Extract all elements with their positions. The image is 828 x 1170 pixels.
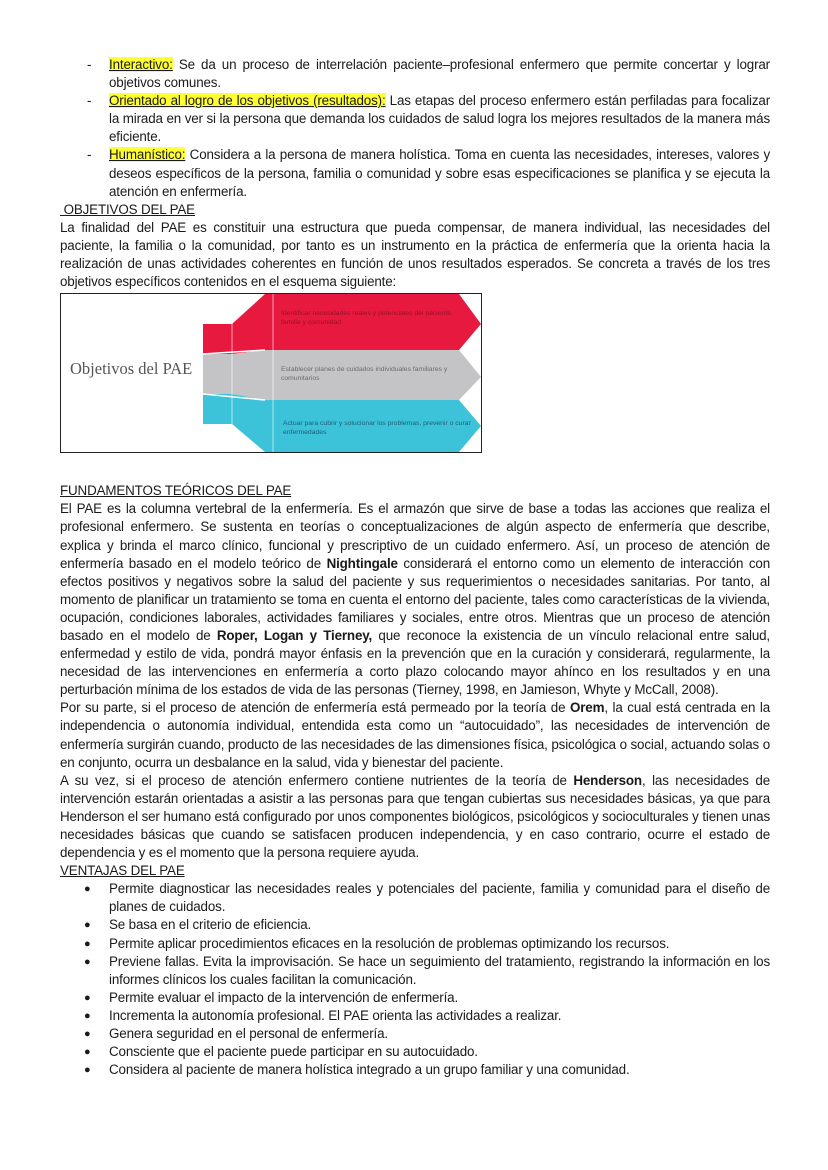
list-item-text: Considera al paciente de manera holística integrado a un grupo familiar y una comunidad. (109, 1062, 630, 1078)
text-run: que reconoce la existencia de un vínculo relacional entre salud, enfermedad y estilo de vida, pondrá mayor énfasis en la prevención que en la curación y considerará, regularmente, la necesidad de las intervenciones en enfermería a corto plazo colocando mayor ahínco en los resultados y en una perturbación mínima de los estados de vida de las personas (Tierney, 1998, en Jamieson, Whyte y McCall, 2008). (60, 627, 770, 698)
term-highlight: Humanístico: (109, 147, 186, 163)
list-item (60, 916, 770, 934)
bullet-icon: ● (84, 1046, 91, 1059)
list-item-text: Permite aplicar procedimientos eficaces en la resolución de problemas optimizando los recursos. (109, 935, 670, 951)
list-item (60, 1007, 770, 1025)
text-run: El PAE es la columna vertebral de la enfermería. Es el armazón que sirve de base a todas las acciones que realiza el profesional enfermero. Se sustenta en teorías o conceptualizaciones de algún aspecto de enfermería que describe, explica y brinda el marco clínico, funcional y prescriptivo de un cuidado enfermero. Así, un proceso de atención de enfermería basado en el modelo teórico de (60, 501, 770, 571)
bold-term-henderson: Henderson (573, 772, 642, 788)
list-item-text: Consciente que el paciente puede participar en su autocuidado. (109, 1044, 478, 1060)
dash-bullet-icon: - (87, 147, 92, 163)
spacer (60, 453, 770, 482)
bullet-icon: ● (84, 1028, 91, 1041)
characteristics-list (60, 56, 770, 201)
list-item-text: Se basa en el criterio de eficiencia. (109, 917, 312, 933)
term-description: Se da un proceso de interrelación paciente–profesional enfermero que permite concertar y lograr objetivos comunes. (109, 57, 770, 91)
section-heading-ventajas: VENTAJAS DEL PAE (60, 863, 185, 879)
bullet-icon: ● (84, 955, 91, 968)
objetivos-diagram (60, 293, 482, 453)
list-item (60, 1043, 770, 1061)
document-page (60, 56, 770, 1079)
text-run: Por su parte, si el proceso de atención de enfermería está permeado por la teoría de (60, 700, 570, 716)
bullet-icon: ● (84, 919, 91, 932)
list-item-text: Previene fallas. Evita la improvisación. Se hace un seguimiento del tratamiento, registrando la información en los informes clínicos los cuales facilitan la comunicación. (109, 953, 770, 987)
fundamentos-paragraph-3 (60, 772, 770, 862)
bullet-icon: ● (84, 1064, 91, 1077)
ventajas-list (60, 880, 770, 1079)
text-run: A su vez, si el proceso de atención enfermero contiene nutrientes de la teoría de (60, 772, 574, 788)
fundamentos-paragraph-2 (60, 699, 770, 771)
section-heading-fundamentos: FUNDAMENTOS TEÓRICOS DEL PAE (60, 483, 292, 499)
list-item (60, 56, 770, 92)
objetivos-paragraph: La finalidad del PAE es constituir una estructura que pueda compensar, de manera individual, las necesidades del paciente, la familia o la comunidad, por tanto es un instrumento en la práctica de enfermería que la orienta hacia la realización de unas actividades coherentes en función de unos resultados esperados. Se concreta a través de los tres objetivos específicos contenidos en el esquema siguiente: (60, 219, 770, 290)
list-item (60, 935, 770, 953)
list-item (60, 146, 770, 200)
dash-bullet-icon: - (87, 93, 92, 109)
list-item (60, 989, 770, 1007)
section-heading-objetivos: OBJETIVOS DEL PAE (60, 201, 195, 217)
bold-term-roper: Roper, Logan y Tierney, (216, 627, 373, 643)
list-item (60, 1025, 770, 1043)
arrow-text-establecer: Establecer planes de cuidados individuales familiares y comunitarios (281, 366, 448, 382)
list-item (60, 1061, 770, 1079)
text-run: , la cual está centrada en la independencia o autonomía individual, entendida esta como un “autocuidado”, las necesidades de intervención de enfermería surgirán cuando, producto de las necesidades de las dimensiones física, psicológica o social, actuando solas o en conjunto, ocurra un desbalance en la salud, vida y bienestar del paciente. (60, 700, 771, 770)
list-item (60, 953, 770, 989)
term-description: Considera a la persona de manera holística. Toma en cuenta las necesidades, intereses, valores y deseos específicos de la persona, familia o comunidad y sobre esas especificaciones se planifica y se ejecuta la atención en enfermería. (109, 147, 770, 199)
text-run: considerará el entorno como un elemento de interacción con efectos positivos y negativos sobre la salud del paciente y sus requerimientos o necesidades sanitarias. Por tanto, al momento de planificar un tratamiento se toma en cuenta el entorno del paciente, tales como características de la vivienda, ocupación, condiciones laborales, actividades familiares y sociales, entre otros. Mientras que un proceso de atención basado en el modelo de (60, 555, 770, 643)
arrow-text-identificar: Identificar necesidades reales y potenciales del paciente, familia y comunidad (281, 310, 453, 326)
bullet-icon: ● (84, 937, 91, 950)
list-item-text: Permite evaluar el impacto de la intervención de enfermería. (109, 989, 459, 1005)
bullet-icon: ● (84, 1009, 91, 1022)
list-item-text: Permite diagnosticar las necesidades reales y potenciales del paciente, familia y comunidad para el diseño de planes de cuidados. (109, 881, 770, 915)
bullet-icon: ● (84, 883, 91, 896)
list-item (60, 880, 770, 916)
term-highlight: Interactivo: (109, 57, 173, 72)
list-item (60, 92, 770, 146)
term-highlight: Orientado al logro de los objetivos (resultados): (109, 93, 386, 109)
arrow-text-actuar: Actuar para cubrir y solucionar los problemas, prevenir o curar enfermedades (283, 420, 471, 436)
dash-bullet-icon: - (87, 57, 92, 72)
term-description: Las etapas del proceso enfermero están perfiladas para focalizar la mirada en ver si la persona que demanda los cuidados de salud logra los mejores resultados de la manera más eficiente. (109, 93, 771, 145)
bold-term-nightingale: Nightingale (326, 555, 398, 571)
diagram-label: Objetivos del PAE (70, 359, 193, 379)
bullet-icon: ● (84, 991, 91, 1004)
bold-term-orem: Orem (569, 700, 605, 716)
list-item-text: Incrementa la autonomía profesional. El PAE orienta las actividades a realizar. (109, 1007, 562, 1023)
list-item-text: Genera seguridad en el personal de enfermería. (109, 1026, 388, 1042)
fundamentos-paragraph-1 (60, 500, 770, 699)
text-run: , las necesidades de intervención estarán orientadas a asistir a las personas para que tengan cubiertas sus necesidades básicas, ya que para Henderson el ser humano está configurado por unos componentes biológicos, psicológicos y socioculturales y tienen unas necesidades básicas que cuando se satisfacen producen independencia, y en caso contrario, ocurre el estado de dependencia y es el momento que la persona requiere ayuda. (60, 772, 770, 861)
